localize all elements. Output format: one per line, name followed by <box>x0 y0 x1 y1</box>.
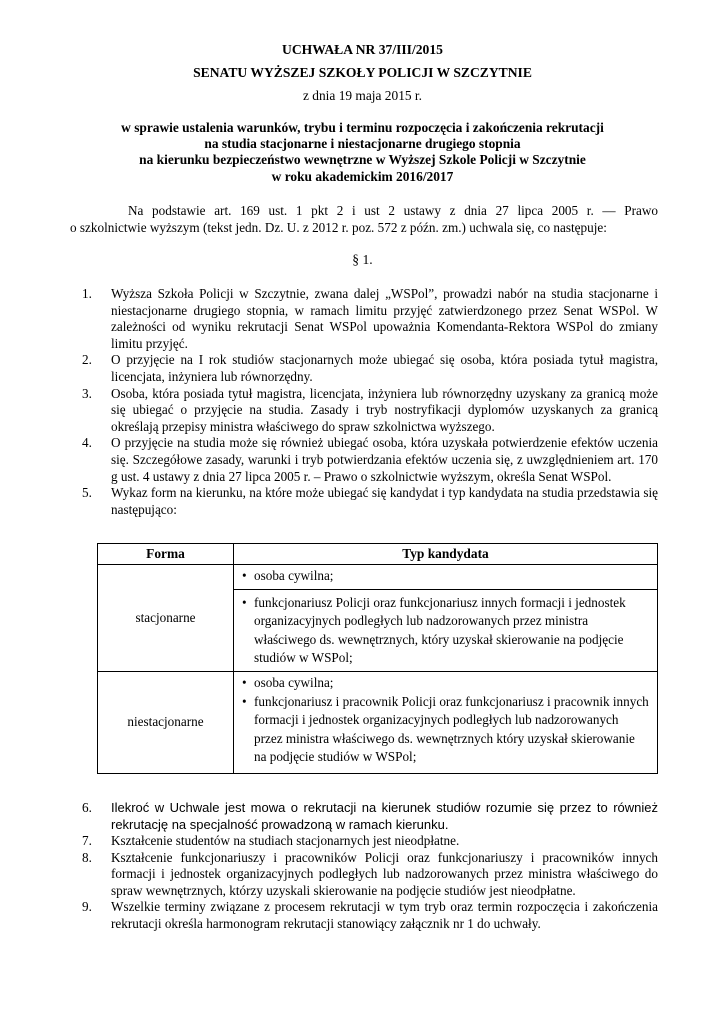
table-row <box>98 565 658 672</box>
paragraph-heading: § 1. <box>352 252 373 267</box>
list-item <box>82 833 658 850</box>
bullet-text: funkcjonariusz Policji oraz funkcjonariusz innych formacji i jednostek organizacyjnych podległych lub nadzorowanych przez ministra właściwego ds. wewnętrznych, który uzyskał skierowanie na podjęcie studiów w WSPol; <box>254 594 626 666</box>
bullet-icon: • <box>242 693 247 709</box>
list-item <box>82 899 658 932</box>
item-text: O przyjęcie na studia może się również ubiegać osoba, która uzyskała potwierdzenie efektów uczenia się. Szczegółowe zasady, warunki i tryb potwierdzania efektów uczenia się, z uwzględnieniem art. 170 g ust. 4 ustawy z dnia 27 lipca 2005 r. – Prawo o szkolnictwie wyższym, określa Senat WSPol. <box>111 435 658 484</box>
item-number: 3. <box>82 385 92 401</box>
table-header-row <box>98 544 658 565</box>
senate-title: SENATU WYŻSZEJ SZKOŁY POLICJI W SZCZYTNIE <box>193 65 532 80</box>
table-row <box>98 671 658 773</box>
list-item <box>82 485 658 518</box>
legal-basis-line: Na podstawie art. 169 ust. 1 pkt 2 i ust 2 ustawy z dnia 27 lipca 2005 r. — Prawo <box>128 203 658 218</box>
item-text: O przyjęcie na I rok studiów stacjonarnych może ubiegać się osoba, która posiada tytuł magistra, licencjata, inżyniera lub równorzędny. <box>111 352 658 384</box>
typ-cell <box>234 565 658 672</box>
item-text: Wszelkie terminy związane z procesem rekrutacji w tym tryb oraz termin rozpoczęcia i zakończenia rekrutacji określa harmonogram rekrutacji stanowiący załącznik nr 1 do uchwały. <box>111 899 658 931</box>
typ-cell <box>234 671 658 773</box>
bullet-icon: • <box>242 568 247 583</box>
item-number: 4. <box>82 435 92 451</box>
item-text: Osoba, która posiada tytuł magistra, licencjata, inżyniera lub równorzędny uzyskany za granicą może się ubiegać o przyjęcie na studia. Zasady i tryb nostryfikacji dyplomów uzyskanych za granicą określają przepisy ministra właściwego do spraw szkolnictwa wyższego. <box>111 385 658 434</box>
item-text: Wyższa Szkoła Policji w Szczytnie, zwana dalej „WSPol”, prowadzi nabór na studia stacjonarne i niestacjonarne drugiego stopnia, w ramach limitu przyjęć zatwierdzonego przez Senat WSPol. W zależności od wyniku rekrutacji Senat WSPol upoważnia Komendanta-Rektora WSPol do zmiany limitu przyjęć. <box>111 286 658 351</box>
item-number: 7. <box>82 833 92 848</box>
list-item <box>82 850 658 900</box>
subject-line: w roku akademickim 2016/2017 <box>271 168 454 184</box>
item-number: 9. <box>82 899 92 915</box>
list-item <box>82 286 658 352</box>
list-item <box>82 386 658 436</box>
item-number: 6. <box>82 800 92 815</box>
candidate-type-table <box>97 543 658 774</box>
resolution-date: z dnia 19 maja 2015 r. <box>303 88 422 103</box>
resolution-subject <box>60 120 665 185</box>
item-text: Wykaz form na kierunku, na które może ubiegać się kandydat i typ kandydata na studia przedstawia się następująco: <box>111 485 658 517</box>
bullet-item <box>234 589 657 671</box>
item-number: 8. <box>82 849 92 865</box>
item-number: 2. <box>82 352 92 368</box>
bullet-text: funkcjonariusz i pracownik Policji oraz funkcjonariusz i pracownik innych formacji i jednostek organizacyjnych podległych lub nadzorowanych przez ministra właściwego ds. wewnętrznych który uzyskał skierowanie na podjęcie studiów w WSPol; <box>254 693 649 765</box>
list-item <box>82 435 658 485</box>
bullet-text: osoba cywilna; <box>254 674 334 690</box>
header-forma: Forma <box>98 544 234 565</box>
resolution-title: UCHWAŁA NR 37/III/2015 <box>282 42 443 57</box>
bullet-text: osoba cywilna; <box>254 568 334 583</box>
list-item <box>82 352 658 385</box>
forma-cell: niestacjonarne <box>98 671 234 773</box>
legal-basis-line: o szkolnictwie wyższym (tekst jedn. Dz. U. z 2012 r. poz. 572 z późn. zm.) uchwala się, co następuje: <box>70 219 607 235</box>
bullet-item <box>234 672 657 693</box>
numbered-list-continued <box>82 799 658 933</box>
bullet-icon: • <box>242 674 247 690</box>
numbered-list <box>82 286 658 518</box>
bullet-item <box>234 693 657 773</box>
header-typ-kandydata: Typ kandydata <box>234 544 658 565</box>
item-number: 1. <box>82 286 92 301</box>
list-item <box>82 799 658 833</box>
subject-line: na kierunku bezpieczeństwo wewnętrzne w Wyższej Szkole Policji w Szczytnie <box>139 152 586 168</box>
item-text: Kształcenie studentów na studiach stacjonarnych jest nieodpłatne. <box>111 833 460 848</box>
bullet-icon: • <box>242 594 247 610</box>
item-number: 5. <box>82 485 92 501</box>
subject-line: na studia stacjonarne i niestacjonarne drugiego stopnia <box>204 136 521 152</box>
item-text: Ilekroć w Uchwale jest mowa o rekrutacji na kierunek studiów rozumie się przez to również rekrutację na specjalność prowadzoną w ramach kierunku. <box>111 800 658 832</box>
bullet-item <box>234 565 657 589</box>
forma-cell: stacjonarne <box>98 565 234 672</box>
legal-basis <box>70 203 658 237</box>
item-text: Kształcenie funkcjonariuszy i pracowników Policji oraz funkcjonariuszy i pracowników innych formacji i jednostek organizacyjnych podległych lub nadzorowanych przez ministra właściwego do spraw wewnętrznych, którzy uzyskali skierowanie na podjęcie studiów jest nieodpłatne. <box>111 849 658 898</box>
subject-line: w sprawie ustalenia warunków, trybu i terminu rozpoczęcia i zakończenia rekrutacji <box>121 120 604 135</box>
